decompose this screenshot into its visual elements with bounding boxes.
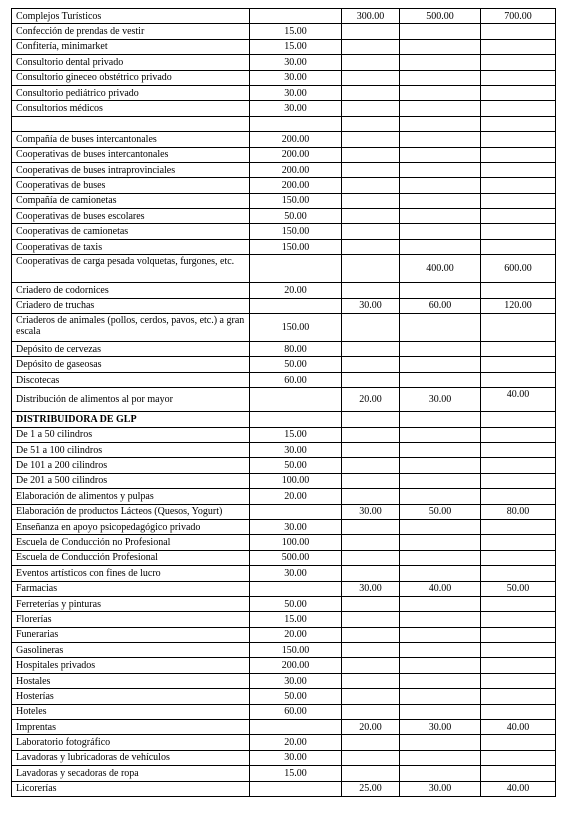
tariff-table-body — [12, 9, 556, 797]
row-description: Farmacias — [12, 581, 250, 596]
row-value-4 — [481, 116, 556, 131]
row-value-1: 30.00 — [250, 442, 342, 457]
row-value-1: 15.00 — [250, 427, 342, 442]
row-value-2 — [342, 224, 400, 239]
table-row — [12, 489, 556, 504]
row-description: Cooperativas de buses escolares — [12, 209, 250, 224]
row-value-4 — [481, 673, 556, 688]
row-value-4: 700.00 — [481, 9, 556, 24]
row-description: Criadero de truchas — [12, 298, 250, 313]
row-value-3: 400.00 — [400, 255, 481, 283]
row-value-2 — [342, 85, 400, 100]
row-value-4 — [481, 612, 556, 627]
row-value-1: 15.00 — [250, 766, 342, 781]
table-row — [12, 612, 556, 627]
row-value-1: 30.00 — [250, 101, 342, 116]
row-value-2 — [342, 627, 400, 642]
row-value-2 — [342, 550, 400, 565]
row-value-3 — [400, 704, 481, 719]
row-value-3 — [400, 283, 481, 298]
row-value-3: 30.00 — [400, 388, 481, 412]
table-row — [12, 550, 556, 565]
row-value-3 — [400, 162, 481, 177]
row-value-4 — [481, 162, 556, 177]
row-description: Cooperativas de taxis — [12, 239, 250, 254]
row-description: Compañía de camionetas — [12, 193, 250, 208]
row-value-1: 50.00 — [250, 458, 342, 473]
row-value-3 — [400, 535, 481, 550]
row-value-1: 50.00 — [250, 689, 342, 704]
row-value-2 — [342, 239, 400, 254]
row-value-4 — [481, 473, 556, 488]
row-value-3 — [400, 239, 481, 254]
row-description: Laboratorio fotográfico — [12, 735, 250, 750]
table-row — [12, 473, 556, 488]
row-value-3 — [400, 566, 481, 581]
table-row — [12, 442, 556, 457]
row-value-1 — [250, 9, 342, 24]
row-value-4 — [481, 85, 556, 100]
table-row — [12, 658, 556, 673]
row-value-3 — [400, 342, 481, 357]
table-row — [12, 720, 556, 735]
row-description: Consultorio dental privado — [12, 55, 250, 70]
table-row — [12, 566, 556, 581]
row-value-1 — [250, 388, 342, 412]
row-description: Confitería, minimarket — [12, 39, 250, 54]
row-value-1: 150.00 — [250, 239, 342, 254]
row-value-3: 40.00 — [400, 581, 481, 596]
row-value-4 — [481, 427, 556, 442]
table-row — [12, 704, 556, 719]
row-description: De 51 a 100 cilindros — [12, 442, 250, 457]
row-description: Cooperativas de buses intercantonales — [12, 147, 250, 162]
row-value-4 — [481, 283, 556, 298]
table-row — [12, 85, 556, 100]
row-value-4 — [481, 24, 556, 39]
table-row — [12, 132, 556, 147]
row-value-2: 20.00 — [342, 388, 400, 412]
row-value-4 — [481, 458, 556, 473]
table-row — [12, 9, 556, 24]
row-value-2 — [342, 314, 400, 342]
row-value-2: 20.00 — [342, 720, 400, 735]
tariff-table — [11, 8, 556, 797]
row-value-3 — [400, 519, 481, 534]
row-value-3 — [400, 55, 481, 70]
row-description: Lavadoras y secadoras de ropa — [12, 766, 250, 781]
row-description: Cooperativas de camionetas — [12, 224, 250, 239]
row-value-2: 25.00 — [342, 781, 400, 796]
row-value-3 — [400, 658, 481, 673]
row-value-3 — [400, 178, 481, 193]
row-description: Depósito de cervezas — [12, 342, 250, 357]
row-description — [12, 116, 250, 131]
row-value-4 — [481, 132, 556, 147]
table-row — [12, 116, 556, 131]
row-value-3 — [400, 458, 481, 473]
row-value-1: 30.00 — [250, 566, 342, 581]
row-value-3: 60.00 — [400, 298, 481, 313]
row-value-2 — [342, 357, 400, 372]
row-description: DISTRIBUIDORA DE GLP — [12, 412, 250, 427]
row-description: Consultorio pediátrico privado — [12, 85, 250, 100]
row-description: De 1 a 50 cilindros — [12, 427, 250, 442]
row-value-4 — [481, 643, 556, 658]
row-value-4 — [481, 550, 556, 565]
row-value-2 — [342, 535, 400, 550]
row-value-1: 150.00 — [250, 193, 342, 208]
row-value-1 — [250, 720, 342, 735]
row-value-2 — [342, 766, 400, 781]
table-row — [12, 519, 556, 534]
row-value-4 — [481, 658, 556, 673]
row-description: De 201 a 500 cilindros — [12, 473, 250, 488]
row-description: Licorerías — [12, 781, 250, 796]
row-description: Hospitales privados — [12, 658, 250, 673]
table-row — [12, 735, 556, 750]
row-value-4: 50.00 — [481, 581, 556, 596]
row-value-1: 15.00 — [250, 24, 342, 39]
row-value-2 — [342, 412, 400, 427]
row-value-2 — [342, 689, 400, 704]
row-value-1: 15.00 — [250, 39, 342, 54]
row-value-3 — [400, 357, 481, 372]
row-value-4 — [481, 442, 556, 457]
row-value-1: 30.00 — [250, 85, 342, 100]
table-row — [12, 535, 556, 550]
row-value-3 — [400, 735, 481, 750]
row-value-1 — [250, 116, 342, 131]
row-value-2 — [342, 643, 400, 658]
table-row — [12, 412, 556, 427]
row-value-2 — [342, 162, 400, 177]
row-value-4 — [481, 342, 556, 357]
row-description: Hosterías — [12, 689, 250, 704]
row-value-1: 200.00 — [250, 162, 342, 177]
row-value-1: 200.00 — [250, 147, 342, 162]
table-row — [12, 427, 556, 442]
row-value-3 — [400, 427, 481, 442]
row-value-4 — [481, 750, 556, 765]
row-value-1: 100.00 — [250, 535, 342, 550]
row-value-3 — [400, 224, 481, 239]
row-value-2 — [342, 442, 400, 457]
row-value-3 — [400, 39, 481, 54]
row-description: Compañía de buses intercantonales — [12, 132, 250, 147]
row-value-2 — [342, 458, 400, 473]
row-description: Confección de prendas de vestir — [12, 24, 250, 39]
row-value-2 — [342, 342, 400, 357]
row-value-3 — [400, 116, 481, 131]
row-value-3: 500.00 — [400, 9, 481, 24]
table-row — [12, 673, 556, 688]
row-value-1: 200.00 — [250, 178, 342, 193]
row-value-1 — [250, 412, 342, 427]
row-value-3 — [400, 612, 481, 627]
table-row — [12, 357, 556, 372]
row-value-3: 30.00 — [400, 720, 481, 735]
row-value-4: 40.00 — [481, 781, 556, 796]
row-value-4 — [481, 39, 556, 54]
row-value-2 — [342, 612, 400, 627]
row-value-4: 120.00 — [481, 298, 556, 313]
table-row — [12, 596, 556, 611]
row-value-2 — [342, 372, 400, 387]
row-value-3 — [400, 473, 481, 488]
row-value-2 — [342, 427, 400, 442]
row-value-3 — [400, 442, 481, 457]
row-value-3 — [400, 766, 481, 781]
row-value-4 — [481, 70, 556, 85]
table-row — [12, 627, 556, 642]
row-value-4 — [481, 689, 556, 704]
row-value-2 — [342, 519, 400, 534]
row-value-1: 20.00 — [250, 735, 342, 750]
row-value-1: 30.00 — [250, 70, 342, 85]
row-value-4 — [481, 489, 556, 504]
row-value-3 — [400, 132, 481, 147]
row-description: Elaboración de alimentos y pulpas — [12, 489, 250, 504]
row-value-4 — [481, 239, 556, 254]
table-row — [12, 147, 556, 162]
row-value-2 — [342, 489, 400, 504]
row-value-3: 50.00 — [400, 504, 481, 519]
row-value-4: 600.00 — [481, 255, 556, 283]
row-description: Escuela de Conducción Profesional — [12, 550, 250, 565]
row-value-1: 30.00 — [250, 673, 342, 688]
row-value-3 — [400, 85, 481, 100]
row-value-3 — [400, 147, 481, 162]
row-value-4 — [481, 627, 556, 642]
table-row — [12, 193, 556, 208]
row-value-3: 30.00 — [400, 781, 481, 796]
row-value-4 — [481, 224, 556, 239]
table-row — [12, 504, 556, 519]
table-row — [12, 101, 556, 116]
row-value-1: 30.00 — [250, 750, 342, 765]
row-value-2 — [342, 704, 400, 719]
row-value-1: 150.00 — [250, 224, 342, 239]
table-row — [12, 255, 556, 283]
row-value-4 — [481, 193, 556, 208]
row-description: Hoteles — [12, 704, 250, 719]
row-value-3 — [400, 70, 481, 85]
row-value-1: 30.00 — [250, 55, 342, 70]
table-row — [12, 581, 556, 596]
row-value-2 — [342, 70, 400, 85]
row-value-4 — [481, 314, 556, 342]
row-value-1: 50.00 — [250, 209, 342, 224]
row-value-4 — [481, 101, 556, 116]
row-value-2 — [342, 116, 400, 131]
row-value-3 — [400, 314, 481, 342]
row-value-2 — [342, 178, 400, 193]
row-value-3 — [400, 101, 481, 116]
row-value-4 — [481, 596, 556, 611]
row-value-4: 80.00 — [481, 504, 556, 519]
row-description: Discotecas — [12, 372, 250, 387]
row-value-4 — [481, 766, 556, 781]
table-row — [12, 643, 556, 658]
row-value-1: 60.00 — [250, 704, 342, 719]
row-value-2 — [342, 596, 400, 611]
table-row — [12, 388, 556, 412]
row-value-4 — [481, 357, 556, 372]
row-value-3 — [400, 643, 481, 658]
row-value-1: 20.00 — [250, 283, 342, 298]
row-description: Funerarias — [12, 627, 250, 642]
row-value-2: 30.00 — [342, 581, 400, 596]
row-value-2 — [342, 566, 400, 581]
row-description: Elaboración de productos Lácteos (Quesos, Yogurt) — [12, 504, 250, 519]
row-description: Complejos Turísticos — [12, 9, 250, 24]
table-row — [12, 55, 556, 70]
row-value-4: 40.00 — [481, 720, 556, 735]
row-value-1: 20.00 — [250, 489, 342, 504]
row-value-4 — [481, 535, 556, 550]
row-value-4 — [481, 55, 556, 70]
table-row — [12, 162, 556, 177]
row-value-4 — [481, 704, 556, 719]
row-value-2 — [342, 132, 400, 147]
row-value-4 — [481, 519, 556, 534]
row-value-3 — [400, 750, 481, 765]
row-description: Cooperativas de buses — [12, 178, 250, 193]
row-value-1 — [250, 298, 342, 313]
row-description: Cooperativas de buses intraprovinciales — [12, 162, 250, 177]
row-value-2 — [342, 255, 400, 283]
row-value-2 — [342, 147, 400, 162]
row-value-1: 100.00 — [250, 473, 342, 488]
row-value-4 — [481, 412, 556, 427]
row-description: Imprentas — [12, 720, 250, 735]
row-description: Lavadoras y lubricadoras de vehículos — [12, 750, 250, 765]
row-value-4 — [481, 372, 556, 387]
row-value-4: 40.00 — [481, 388, 556, 412]
table-row — [12, 750, 556, 765]
row-value-2 — [342, 283, 400, 298]
row-value-3 — [400, 489, 481, 504]
row-value-1: 60.00 — [250, 372, 342, 387]
row-description: De 101 a 200 cilindros — [12, 458, 250, 473]
row-description: Consultorio gineceo obstétrico privado — [12, 70, 250, 85]
row-value-2: 30.00 — [342, 298, 400, 313]
row-description: Escuela de Conducción no Profesional — [12, 535, 250, 550]
row-value-2 — [342, 735, 400, 750]
row-value-1: 20.00 — [250, 627, 342, 642]
row-value-2 — [342, 101, 400, 116]
row-value-2 — [342, 39, 400, 54]
row-description: Hostales — [12, 673, 250, 688]
row-value-4 — [481, 566, 556, 581]
row-value-1 — [250, 255, 342, 283]
row-value-1: 30.00 — [250, 519, 342, 534]
table-row — [12, 458, 556, 473]
row-value-1: 15.00 — [250, 612, 342, 627]
row-description: Ferreterías y pinturas — [12, 596, 250, 611]
table-row — [12, 39, 556, 54]
row-description: Florerías — [12, 612, 250, 627]
table-row — [12, 342, 556, 357]
row-value-2 — [342, 24, 400, 39]
table-row — [12, 283, 556, 298]
row-value-1: 200.00 — [250, 658, 342, 673]
row-value-3 — [400, 412, 481, 427]
row-value-1: 200.00 — [250, 132, 342, 147]
table-row — [12, 372, 556, 387]
row-description: Criaderos de animales (pollos, cerdos, pavos, etc.) a gran escala — [12, 314, 250, 342]
table-row — [12, 766, 556, 781]
table-row — [12, 781, 556, 796]
table-row — [12, 689, 556, 704]
row-value-3 — [400, 209, 481, 224]
row-value-2 — [342, 193, 400, 208]
row-value-2: 300.00 — [342, 9, 400, 24]
row-value-1 — [250, 781, 342, 796]
row-description: Eventos artísticos con fines de lucro — [12, 566, 250, 581]
table-row — [12, 239, 556, 254]
row-value-3 — [400, 596, 481, 611]
row-value-3 — [400, 193, 481, 208]
row-value-1 — [250, 581, 342, 596]
row-value-1: 150.00 — [250, 314, 342, 342]
table-row — [12, 209, 556, 224]
row-value-2 — [342, 658, 400, 673]
row-description: Depósito de gaseosas — [12, 357, 250, 372]
row-value-2 — [342, 55, 400, 70]
table-row — [12, 178, 556, 193]
row-value-2 — [342, 750, 400, 765]
row-value-4 — [481, 735, 556, 750]
table-row — [12, 314, 556, 342]
row-value-1: 150.00 — [250, 643, 342, 658]
table-row — [12, 224, 556, 239]
row-description: Criadero de codornices — [12, 283, 250, 298]
row-value-3 — [400, 673, 481, 688]
row-description: Enseñanza en apoyo psicopedagógico privado — [12, 519, 250, 534]
row-description: Cooperativas de carga pesada volquetas, furgones, etc. — [12, 255, 250, 283]
row-value-3 — [400, 550, 481, 565]
table-row — [12, 298, 556, 313]
table-row — [12, 24, 556, 39]
row-value-1: 50.00 — [250, 357, 342, 372]
row-value-3 — [400, 689, 481, 704]
row-value-1: 80.00 — [250, 342, 342, 357]
row-value-2 — [342, 473, 400, 488]
row-description: Distribución de alimentos al por mayor — [12, 388, 250, 412]
row-value-4 — [481, 178, 556, 193]
table-row — [12, 70, 556, 85]
row-value-2 — [342, 673, 400, 688]
row-value-1 — [250, 504, 342, 519]
row-value-3 — [400, 24, 481, 39]
row-value-2: 30.00 — [342, 504, 400, 519]
row-value-1: 500.00 — [250, 550, 342, 565]
row-description: Consultorios médicos — [12, 101, 250, 116]
row-value-3 — [400, 627, 481, 642]
row-value-2 — [342, 209, 400, 224]
row-value-4 — [481, 147, 556, 162]
row-value-3 — [400, 372, 481, 387]
row-value-4 — [481, 209, 556, 224]
row-description: Gasolineras — [12, 643, 250, 658]
row-value-1: 50.00 — [250, 596, 342, 611]
